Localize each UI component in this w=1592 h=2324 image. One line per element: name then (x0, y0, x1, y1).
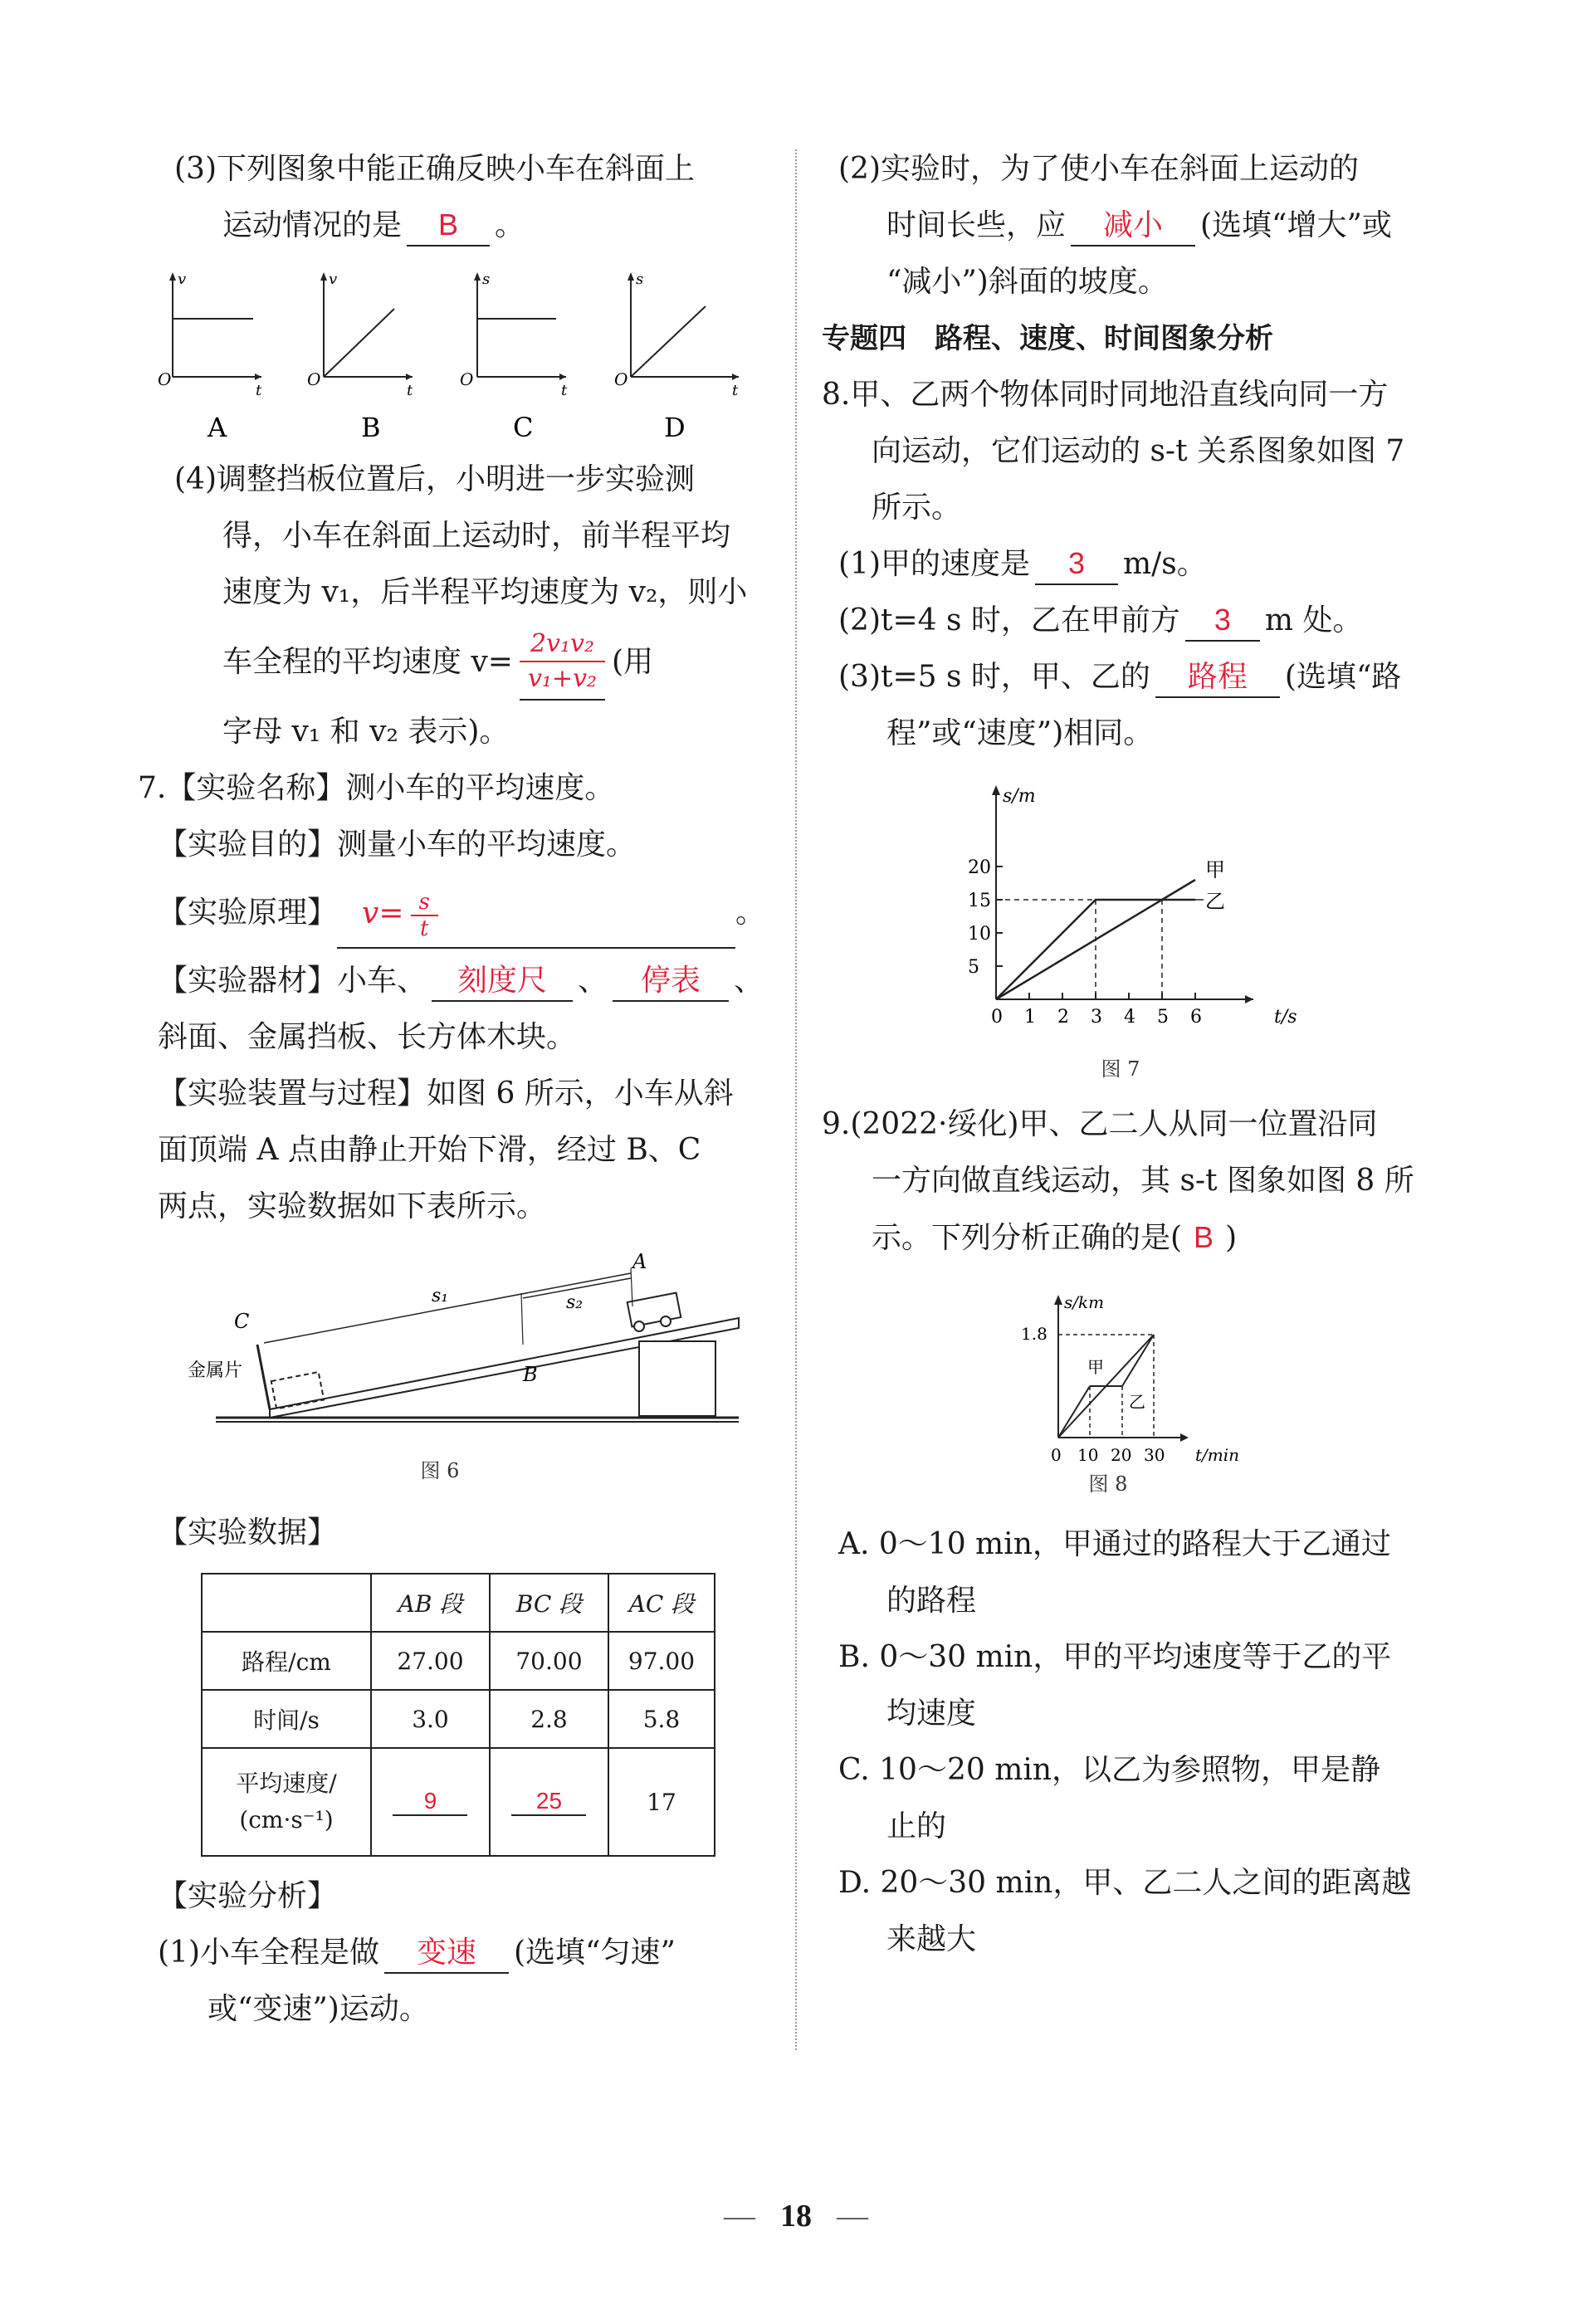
fig8-xtick: 30 (1144, 1445, 1165, 1465)
fig6-metal-plate: 金属片 (188, 1360, 243, 1381)
q7-2-post: (选填“增大”或 (1200, 208, 1392, 242)
q7-equip-answer2: 停表 (613, 960, 729, 1002)
q7-data-table (201, 1573, 715, 1857)
cell: 5.8 (608, 1690, 715, 1748)
q6-4-line2: 得，小车在斜面上运动时，前半程平均 (222, 519, 731, 553)
graph-a-yaxis: v (178, 271, 187, 288)
q7-proc-line1: 【实验装置与过程】如图 6 所示，小车从斜 (158, 1077, 734, 1111)
q7-2-line1: (2)实验时，为了使小车在斜面上运动的 (838, 152, 1359, 186)
q7-equip-end: 、 (734, 964, 764, 998)
q7-principle-end: 。 (735, 896, 766, 930)
graph-b-xaxis: t (407, 382, 413, 399)
q9-option-c-cont: 止的 (886, 1809, 947, 1843)
figure-8-chart (822, 1275, 1436, 1466)
cell-answer (371, 1748, 490, 1856)
q7-2-line3: “减小”)斜面的坡度。 (886, 265, 1168, 299)
q6-3-line2 (158, 198, 772, 254)
graph-b-yaxis: v (329, 271, 338, 288)
speed-answer-ab: 9 (393, 1788, 467, 1816)
q6-4-answer-num: 2v₁v₂ (520, 627, 605, 662)
q7-analysis-label: 【实验分析】 (158, 1879, 338, 1913)
q9-answer: B (1194, 1220, 1214, 1254)
cell-answer (490, 1748, 608, 1856)
q8-line1: 8.甲、乙两个物体同时同地沿直线向同一方 (822, 378, 1389, 412)
fig7-x-arrow (1245, 995, 1253, 1003)
figure-7-chart (822, 775, 1436, 1049)
row-distance-label: 路程/cm (202, 1632, 371, 1690)
fig7-ylabel: s/m (1003, 786, 1036, 807)
fig7-y-arrow (992, 785, 1000, 795)
q8-s3-post: (选填“路 (1284, 660, 1402, 694)
fig8-label-jia: 甲 (1087, 1357, 1104, 1377)
q6-4-answer-den: v₁+v₂ (527, 664, 598, 693)
q7-2-text: 时间长些，应 (886, 208, 1067, 242)
q9-line2: 一方向做直线运动，其 s-t 图象如图 8 所 (872, 1164, 1414, 1198)
q8-sub1 (822, 536, 1436, 593)
q6-4-formula-lhs: 车全程的平均速度 v= (222, 645, 513, 679)
q8-s2-text: (2)t=4 s 时，乙在甲前方 (838, 603, 1180, 637)
q6-4-answer-fraction (520, 627, 605, 701)
q8-s2-answer: 3 (1185, 600, 1260, 642)
table-row (202, 1748, 715, 1856)
fig8-label-yi: 乙 (1129, 1392, 1145, 1412)
fig8-caption: 图 8 (1088, 1472, 1128, 1496)
q6-4-line4-post: (用 (612, 645, 654, 679)
fig8-ylabel: s/km (1064, 1292, 1105, 1312)
q7-a1-text: (1)小车全程是做 (158, 1936, 379, 1970)
q6-3-text: 运动情况的是 (222, 208, 403, 242)
graph-d-yaxis: s (636, 271, 644, 288)
fig7-ytick-label: 5 (968, 957, 979, 978)
table-header-bc: BC 段 (490, 1574, 608, 1632)
q8-sub2 (822, 593, 1436, 649)
graph-d-origin: O (614, 369, 628, 389)
cell: 17 (608, 1748, 715, 1856)
graph-a-origin: O (158, 369, 172, 389)
q8-s3-text: (3)t=5 s 时，甲、乙的 (838, 660, 1150, 694)
q9-option-a-cont: 的路程 (886, 1584, 977, 1618)
fig7-ytick-label: 20 (968, 857, 991, 878)
q7-principle-num: s (411, 890, 438, 916)
q8-s3-line2: 程”或“速度”)相同。 (886, 716, 1154, 750)
q7-a1-post: (选填“匀速” (514, 1936, 676, 1970)
graph-d-label: D (664, 412, 686, 443)
q9-line3 (822, 1209, 1436, 1267)
q9-option-a: A. 0～10 min，甲通过的路程大于乙通过 (838, 1527, 1391, 1561)
q7-principle (158, 873, 772, 953)
speed-answer-bc: 25 (511, 1788, 586, 1816)
q7-equip-answer1: 刻度尺 (432, 960, 573, 1002)
q9-option-d: D. 20～30 min，甲、乙二人之间的距离越 (838, 1866, 1412, 1900)
left-column (138, 141, 772, 2038)
fig6-label-b: B (523, 1363, 538, 1386)
fig8-ytick: 1.8 (1021, 1324, 1047, 1344)
cell: 27.00 (371, 1632, 490, 1690)
q7-equipment (158, 953, 772, 1009)
fig7-xtick-label: 2 (1057, 1007, 1069, 1028)
q6-3-line1: (3)下列图象中能正确反映小车在斜面上 (174, 152, 695, 186)
graph-b (307, 271, 413, 443)
q6-4-line3: 速度为 v₁，后半程平均速度为 v₂，则小 (222, 575, 748, 609)
fig6-label-a: A (632, 1252, 647, 1273)
fig7-ytick-label: 10 (968, 924, 991, 945)
row-speed-label (202, 1748, 371, 1856)
q7-2-answer: 减小 (1071, 205, 1195, 247)
graph-a-label: A (208, 412, 227, 443)
cell: 97.00 (608, 1632, 715, 1690)
q8-s1-unit: m/s。 (1123, 547, 1207, 581)
row-speed-label-2: (cm·s⁻¹) (239, 1806, 334, 1833)
fig6-label-c: C (234, 1310, 250, 1333)
fig7-marks (968, 857, 1204, 1028)
graph-c-xaxis: t (561, 382, 568, 399)
q7-principle-den: t (419, 916, 429, 941)
q7-proc-line2: 面顶端 A 点由静止开始下滑，经过 B、C (158, 1133, 701, 1167)
table-header-row (202, 1574, 715, 1632)
fig7-label-jia: 甲 (1205, 858, 1225, 881)
q8-s1-text: (1)甲的速度是 (838, 547, 1030, 581)
q7-a1-line2: 或“变速”)运动。 (208, 1992, 429, 2026)
q8-s3-answer: 路程 (1155, 657, 1280, 698)
fig7-series-jia-line (996, 880, 1195, 999)
graph-a (158, 271, 262, 443)
page-number-footer (0, 2198, 1592, 2234)
graph-d (614, 271, 739, 443)
q7-proc-line3: 两点，实验数据如下表所示。 (158, 1189, 547, 1223)
q9-option-b: B. 0～30 min，甲的平均速度等于乙的平 (838, 1640, 1392, 1674)
section-title: 专题四 路程、速度、时间图象分析 (822, 322, 1273, 355)
fig8-xtick: 0 (1051, 1445, 1062, 1465)
table-header-ac: AC 段 (608, 1574, 715, 1632)
row-speed-label-1: 平均速度/ (236, 1770, 337, 1797)
graph-d-xaxis: t (732, 382, 739, 399)
graph-b-label: B (361, 412, 381, 443)
q7-analysis-1 (158, 1925, 772, 1981)
graph-c-label: C (513, 412, 534, 443)
q9-option-b-cont: 均速度 (886, 1697, 977, 1731)
q9-line3-text: 示。下列分析正确的是( (872, 1221, 1183, 1255)
q7-data-label: 【实验数据】 (158, 1516, 338, 1550)
fig6-s2: s₂ (566, 1292, 584, 1313)
figure-6-incline (158, 1252, 772, 1451)
q8-line2: 向运动，它们运动的 s-t 关系图象如图 7 (872, 434, 1405, 468)
q9-option-c: C. 10～20 min，以乙为参照物，甲是静 (838, 1753, 1381, 1787)
fig7-xtick-label: 5 (1157, 1007, 1169, 1028)
q7-equip-label: 【实验器材】小车、 (158, 964, 427, 998)
q8-sub3 (822, 649, 1436, 706)
footer-dash-right: — (837, 2199, 868, 2234)
table-header-ab: AB 段 (371, 1574, 490, 1632)
page-number: 18 (780, 2199, 812, 2234)
fig7-xtick-label: 0 (991, 1007, 1003, 1028)
cell: 2.8 (490, 1690, 608, 1748)
q6-3-answer: B (407, 205, 490, 247)
graph-a-xaxis: t (256, 382, 262, 399)
q7-principle-lhs: v= (362, 896, 404, 930)
q9-option-d-cont: 来越大 (886, 1922, 977, 1956)
fig7-ytick-label: 15 (968, 891, 991, 911)
q8-s1-answer: 3 (1035, 544, 1118, 585)
graph-options-row (158, 261, 772, 452)
q7-principle-fraction (411, 890, 438, 941)
q7-2-line2 (822, 198, 1436, 254)
q7-equip-line2: 斜面、金属挡板、长方体木块。 (158, 1020, 577, 1054)
q7-purpose: 【实验目的】测量小车的平均速度。 (158, 828, 637, 862)
table-row (202, 1632, 715, 1690)
graph-c-yaxis: s (482, 271, 491, 288)
q7-table-wrap (158, 1561, 772, 1868)
graph-c (460, 271, 568, 443)
graph-b-origin: O (307, 369, 321, 389)
cell: 3.0 (371, 1690, 490, 1748)
graph-c-origin: O (460, 369, 474, 389)
fig7-xtick-label: 3 (1091, 1007, 1102, 1028)
fig7-caption: 图 7 (1101, 1057, 1140, 1081)
q7-title: 7.【实验名称】测小车的平均速度。 (138, 771, 615, 805)
q9-line3-close: ) (1225, 1221, 1238, 1255)
q6-4-line5: 字母 v₁ 和 v₂ 表示)。 (222, 715, 510, 749)
q8-s2-unit: m 处。 (1264, 603, 1363, 637)
right-column (822, 141, 1436, 1968)
fig7-label-yi: 乙 (1205, 890, 1225, 913)
fig6-caption: 图 6 (420, 1459, 460, 1482)
fig7-xtick-label: 1 (1024, 1007, 1036, 1028)
q6-3-end: 。 (495, 208, 525, 242)
q6-4-line4 (158, 621, 772, 704)
q9-line1: 9.(2022·绥化)甲、乙二人从同一位置沿同 (822, 1107, 1378, 1141)
table-header-empty (202, 1574, 371, 1632)
fig6-s1: s₁ (432, 1286, 449, 1306)
row-time-label: 时间/s (202, 1690, 371, 1748)
fig8-xlabel: t/min (1195, 1445, 1240, 1465)
fig8-xtick: 10 (1077, 1445, 1099, 1465)
q7-a1-answer: 变速 (384, 1932, 509, 1974)
q7-principle-blank (337, 881, 735, 949)
q9-options (822, 1516, 1436, 1968)
fig7-xtick-label: 6 (1190, 1007, 1202, 1028)
footer-dash-left: — (724, 2199, 755, 2234)
q8-line3: 所示。 (872, 491, 962, 525)
column-divider (795, 149, 797, 2050)
cell: 70.00 (490, 1632, 608, 1690)
fig7-xlabel: t/s (1274, 1007, 1297, 1028)
q7-principle-label: 【实验原理】 (158, 896, 338, 930)
q7-equip-sep: 、 (578, 964, 608, 998)
table-row (202, 1690, 715, 1748)
fig7-xtick-label: 4 (1124, 1007, 1135, 1028)
q6-4-line1: (4)调整挡板位置后，小明进一步实验测 (174, 462, 695, 496)
fig8-xtick: 20 (1111, 1445, 1132, 1465)
